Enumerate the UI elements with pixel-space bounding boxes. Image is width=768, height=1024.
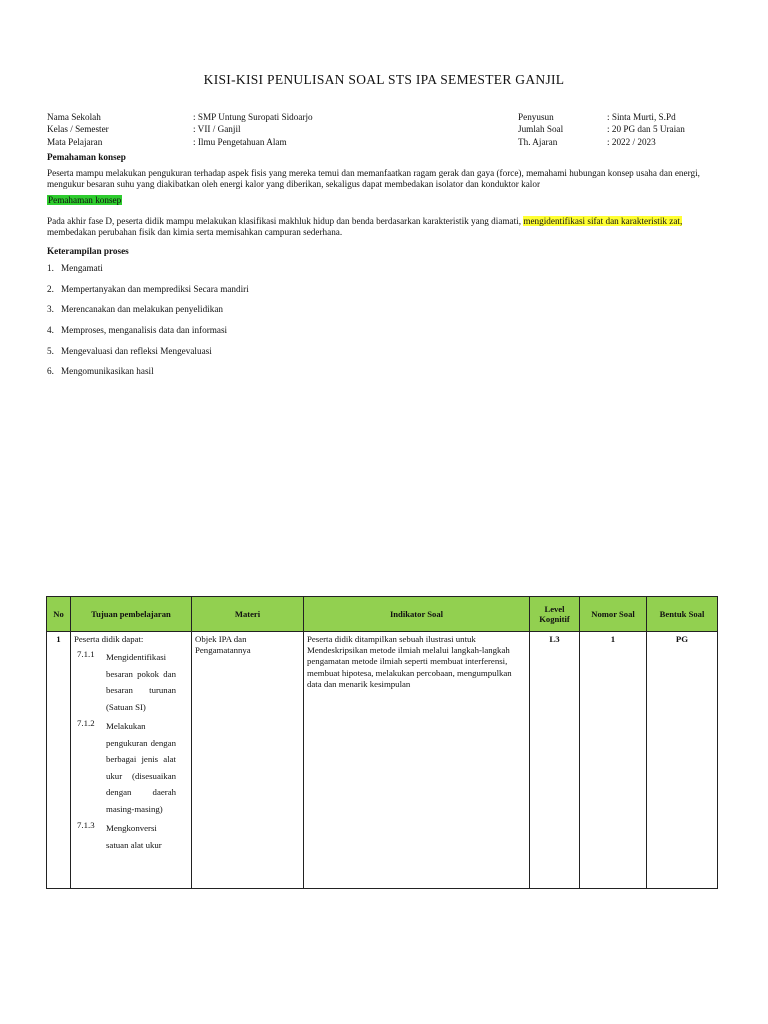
info-label: Kelas / Semester (47, 124, 109, 135)
info-label: Mata Pelajaran (47, 136, 103, 147)
tujuan-item-number: 7.1.3 (77, 820, 95, 831)
tujuan-item-text: Mengidentifikasi besaran pokok dan besaran turunan (Satuan SI) (106, 652, 176, 712)
info-value: : 20 PG dan 5 Uraian (607, 124, 685, 135)
header-no: No (47, 597, 71, 632)
info-row-count (518, 123, 685, 135)
list-item: 3. Merencanakan dan melakukan penyelidikan (47, 304, 223, 315)
text-part: Pada akhir fase D, peserta didik mampu melakukan klasifikasi makhluk hidup dan benda berdasarkan karakteristik yang diamati, (47, 216, 524, 226)
info-label: Jumlah Soal (518, 124, 564, 135)
info-value: : Ilmu Pengetahuan Alam (193, 136, 287, 147)
cell-materi: Objek IPA dan Pengamatannya (192, 632, 304, 889)
header-tujuan: Tujuan pembelajaran (71, 597, 192, 632)
author-info (518, 111, 685, 148)
highlighted-text: mengidentifikasi sifat dan karakteristik zat, (523, 216, 683, 226)
process-skills-list (47, 263, 249, 387)
text-part: membedakan perubahan fisik dan kimia serta memisahkan campuran sederhana. (47, 227, 343, 238)
header-materi: Materi (192, 597, 304, 632)
list-item: 2. Mempertanyakan dan memprediksi Secara mandiri (47, 283, 249, 294)
tujuan-item-number: 7.1.2 (77, 718, 95, 729)
cell-nomor: 1 (580, 632, 647, 889)
info-label: Nama Sekolah (47, 112, 101, 122)
header-bentuk: Bentuk Soal (647, 597, 718, 632)
info-value: : VII / Ganjil (193, 124, 241, 135)
tujuan-item (74, 718, 188, 817)
cell-tujuan (71, 632, 192, 889)
cell-no: 1 (47, 632, 71, 889)
list-item: 5. Mengevaluasi dan refleksi Mengevaluasi (47, 345, 212, 356)
tujuan-item (74, 649, 188, 715)
section-text-phase-d (47, 216, 719, 238)
table-header-row (47, 597, 718, 632)
info-row-subject (47, 136, 313, 148)
info-label: Penyusun (518, 112, 554, 122)
kisi-table (46, 596, 718, 889)
info-row-year (518, 136, 685, 148)
info-row-author (518, 111, 685, 123)
tujuan-item-text: Mengkonversi satuan alat ukur (106, 823, 162, 850)
section-text-concept: Peserta mampu melakukan pengukuran terhadap aspek fisis yang mereka temui dan memanfaatkan ragam gerak dan gaya (force), memahami hubungan konsep usaha dan energi, mengukur besaran suhu yang diakibatkan oleh energi kalor yang diberikan, sekaligus dapat membedakan isolator dan konduktor kalor (47, 168, 700, 190)
info-value: : SMP Untung Suropati Sidoarjo (193, 112, 313, 122)
header-level: Level Kognitif (530, 597, 580, 632)
tujuan-item-text: Melakukan pengukuran dengan berbagai jenis alat ukur (disesuaikan dengan daerah masing-masing) (106, 721, 176, 814)
table-row (47, 632, 718, 889)
document-title: KISI-KISI PENULISAN SOAL STS IPA SEMESTER GANJIL (203, 72, 565, 87)
list-item: 4. Memproses, menganalisis data dan informasi (47, 325, 228, 336)
section-heading-process: Keterampilan proses (47, 246, 129, 256)
list-item: 1. Mengamati (47, 263, 103, 273)
cell-level: L3 (530, 632, 580, 889)
info-label: Th. Ajaran (518, 136, 558, 147)
info-value: : 2022 / 2023 (607, 136, 656, 147)
list-item: 6. Mengomunikasikan hasil (47, 366, 154, 377)
cell-bentuk: PG (647, 632, 718, 889)
school-info (47, 111, 313, 148)
highlighted-heading: Pemahaman konsep (48, 195, 122, 205)
info-value: : Sinta Murti, S.Pd (607, 112, 676, 122)
section-heading-concept: Pemahaman konsep (47, 152, 126, 162)
info-row-school (47, 111, 313, 123)
info-row-class (47, 123, 313, 135)
header-indikator: Indikator Soal (304, 597, 530, 632)
tujuan-item-number: 7.1.1 (77, 649, 95, 660)
tujuan-item (74, 820, 188, 853)
highlight-heading-concept (47, 195, 719, 205)
header-nomor: Nomor Soal (580, 597, 647, 632)
tujuan-intro: Peserta didik dapat: (74, 634, 144, 644)
cell-indikator: Peserta didik ditampilkan sebuah ilustrasi untuk Mendeskripsikan metode ilmiah melalui langkah-langkah pengamatan metode ilmiah seperti membuat interferensi, membuat hipotesa, melakukan percobaan, mengumpulkan data dan menarik kesimpulan (304, 632, 530, 889)
